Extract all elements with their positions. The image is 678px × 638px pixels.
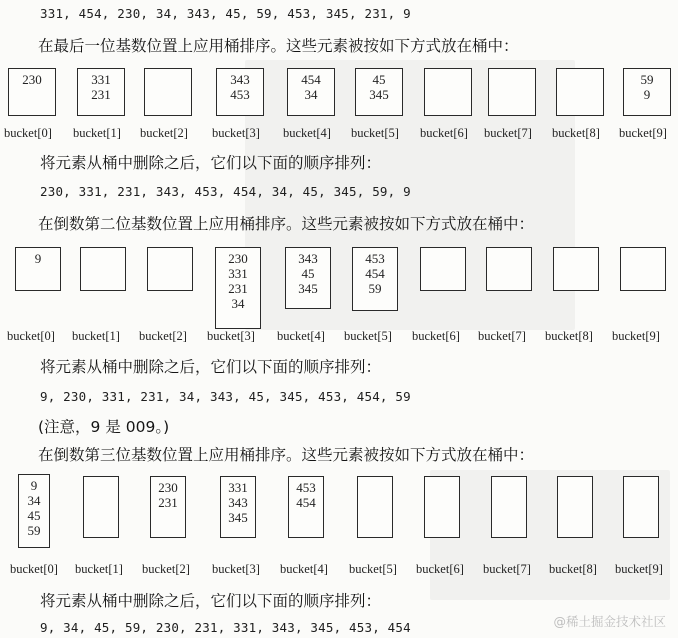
pass2-title: 在倒数第二位基数位置上应用桶排序。这些元素被按如下方式放在桶中： xyxy=(38,215,535,233)
bucket-label: bucket[9] xyxy=(615,562,663,576)
bucket-value: 230 xyxy=(228,251,248,266)
bucket-label: bucket[3] xyxy=(207,329,255,343)
bucket-value: 454 xyxy=(365,266,385,281)
bucket-box xyxy=(556,68,604,116)
bucket-box xyxy=(557,476,593,538)
bucket-label: bucket[1] xyxy=(73,126,121,140)
bucket-box xyxy=(285,247,331,309)
bucket-box xyxy=(77,68,125,116)
bucket-value: 45 xyxy=(372,72,386,87)
bucket-box xyxy=(80,247,126,291)
bucket-value: 9 xyxy=(34,251,42,266)
pass3-buckets xyxy=(0,476,678,581)
bucket-label: bucket[0] xyxy=(4,126,52,140)
bucket-box xyxy=(355,68,403,116)
bucket-value: 230 xyxy=(22,72,42,87)
bucket-value: 345 xyxy=(228,510,248,525)
bucket-value: 59 xyxy=(27,523,41,538)
bucket-label: bucket[9] xyxy=(612,329,660,343)
bucket-label: bucket[8] xyxy=(549,562,597,576)
bucket-box xyxy=(553,247,599,291)
bucket-box xyxy=(8,68,56,116)
bucket-box xyxy=(150,476,186,538)
bucket-value: 231 xyxy=(91,87,111,102)
bucket-label: bucket[2] xyxy=(140,126,188,140)
zero-pad-note: (注意，9 是 009。) xyxy=(38,418,170,436)
bucket-box xyxy=(15,247,61,291)
bucket-label: bucket[0] xyxy=(7,329,55,343)
bucket-value: 331 xyxy=(228,266,248,281)
pass2-buckets xyxy=(0,247,678,347)
bucket-box xyxy=(623,476,659,538)
bucket-value: 345 xyxy=(298,281,318,296)
bucket-box xyxy=(491,476,527,538)
bucket-label: bucket[8] xyxy=(552,126,600,140)
bucket-value: 45 xyxy=(301,266,315,281)
bucket-label: bucket[6] xyxy=(420,126,468,140)
bucket-box xyxy=(357,476,393,538)
bucket-box xyxy=(83,476,119,538)
bucket-box xyxy=(424,476,460,538)
bucket-value: 231 xyxy=(158,495,178,510)
bucket-label: bucket[4] xyxy=(277,329,325,343)
bucket-value: 34 xyxy=(27,493,41,508)
bucket-box xyxy=(215,247,261,329)
pass3-sequence: 9, 34, 45, 59, 230, 231, 331, 343, 345, 453, 454 xyxy=(40,620,411,635)
pass2-sequence: 9, 230, 331, 231, 34, 343, 45, 345, 453, 454, 59 xyxy=(40,389,411,404)
bucket-box xyxy=(216,68,264,116)
bucket-box xyxy=(288,476,324,538)
bucket-value: 331 xyxy=(228,480,248,495)
bucket-label: bucket[3] xyxy=(212,126,260,140)
bucket-label: bucket[7] xyxy=(483,562,531,576)
bucket-value: 343 xyxy=(298,251,318,266)
bucket-box xyxy=(424,68,472,116)
bucket-value: 345 xyxy=(369,87,389,102)
pass3-after-text: 将元素从桶中删除之后，它们以下面的顺序排列： xyxy=(40,592,382,610)
bucket-label: bucket[6] xyxy=(412,329,460,343)
bucket-box xyxy=(488,68,536,116)
bucket-value: 331 xyxy=(91,72,111,87)
bucket-value: 343 xyxy=(230,72,250,87)
pass2-after-text: 将元素从桶中删除之后，它们以下面的顺序排列： xyxy=(40,358,382,376)
bucket-box xyxy=(486,247,532,291)
bucket-box xyxy=(220,476,256,538)
pass1-after-text: 将元素从桶中删除之后，它们以下面的顺序排列： xyxy=(40,154,382,172)
bucket-value: 34 xyxy=(231,296,245,311)
bucket-value: 45 xyxy=(27,508,41,523)
site-watermark: @稀土掘金技术社区 xyxy=(553,614,666,629)
bucket-value: 453 xyxy=(365,251,385,266)
bucket-label: bucket[8] xyxy=(545,329,593,343)
bucket-label: bucket[0] xyxy=(10,562,58,576)
bucket-value: 231 xyxy=(228,281,248,296)
bucket-value: 34 xyxy=(304,87,318,102)
bucket-box xyxy=(620,247,666,291)
bucket-label: bucket[2] xyxy=(142,562,190,576)
bucket-value: 454 xyxy=(301,72,321,87)
bucket-label: bucket[5] xyxy=(351,126,399,140)
bucket-label: bucket[6] xyxy=(416,562,464,576)
bucket-label: bucket[5] xyxy=(349,562,397,576)
bucket-value: 343 xyxy=(228,495,248,510)
bucket-value: 453 xyxy=(230,87,250,102)
bucket-value: 454 xyxy=(296,495,316,510)
bucket-label: bucket[1] xyxy=(72,329,120,343)
bucket-label: bucket[7] xyxy=(484,126,532,140)
bucket-label: bucket[4] xyxy=(283,126,331,140)
bucket-label: bucket[5] xyxy=(344,329,392,343)
bucket-label: bucket[4] xyxy=(280,562,328,576)
bucket-value: 59 xyxy=(368,281,382,296)
bucket-box xyxy=(420,247,466,291)
bucket-box xyxy=(144,68,192,116)
pass1-buckets xyxy=(0,68,678,143)
pass1-title: 在最后一位基数位置上应用桶排序。这些元素被按如下方式放在桶中： xyxy=(38,37,519,55)
pass1-sequence: 230, 331, 231, 343, 453, 454, 34, 45, 345, 59, 9 xyxy=(40,184,411,199)
bucket-label: bucket[9] xyxy=(619,126,667,140)
input-sequence: 331, 454, 230, 34, 343, 45, 59, 453, 345, 231, 9 xyxy=(40,6,411,21)
bucket-box xyxy=(287,68,335,116)
bucket-value: 59 xyxy=(640,72,654,87)
bucket-box xyxy=(18,474,50,548)
bucket-value: 9 xyxy=(30,478,38,493)
bucket-label: bucket[1] xyxy=(75,562,123,576)
bucket-box xyxy=(147,247,193,291)
bucket-label: bucket[2] xyxy=(139,329,187,343)
bucket-value: 230 xyxy=(158,480,178,495)
bucket-value: 9 xyxy=(643,87,651,102)
bucket-value: 453 xyxy=(296,480,316,495)
bucket-label: bucket[3] xyxy=(212,562,260,576)
bucket-label: bucket[7] xyxy=(478,329,526,343)
pass3-title: 在倒数第三位基数位置上应用桶排序。这些元素被按如下方式放在桶中： xyxy=(38,446,535,464)
bucket-box xyxy=(352,247,398,311)
bucket-box xyxy=(623,68,671,116)
